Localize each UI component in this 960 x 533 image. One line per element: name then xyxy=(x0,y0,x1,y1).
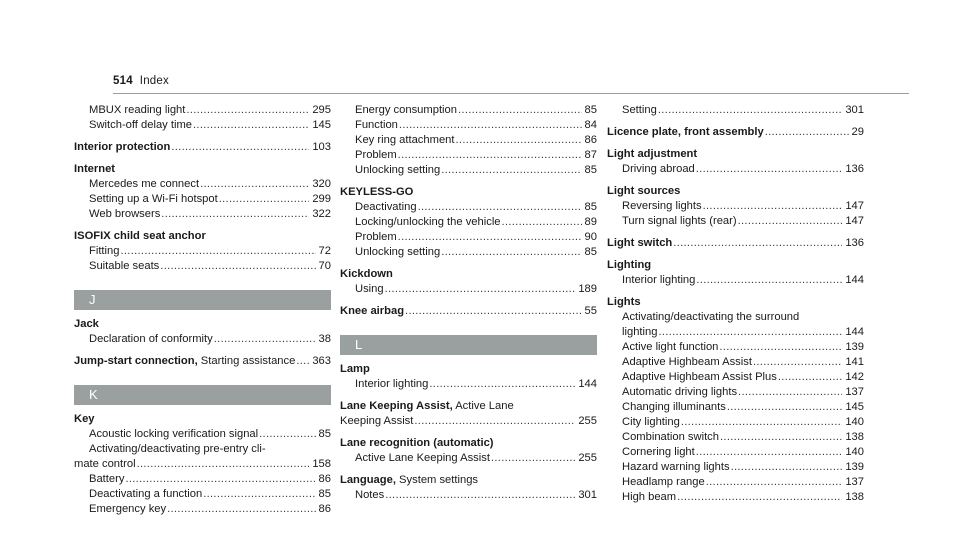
index-entry[interactable]: Keeping Assist ..... 255 xyxy=(340,414,597,429)
index-entry[interactable]: Declaration of conformity ..... 38 xyxy=(74,332,331,347)
index-entry-text: Activating/deactivating the surround xyxy=(622,311,800,323)
index-entry-jump-start[interactable]: Jump-start connection, Starting assistance ..... 363 xyxy=(74,354,331,369)
index-heading-lights: Lights xyxy=(607,296,641,308)
index-heading-key: Key xyxy=(74,413,95,425)
index-entry[interactable]: lighting ..... 144 xyxy=(607,325,864,340)
index-heading-language: Language, System settings xyxy=(340,474,479,486)
index-heading-isofix: ISOFIX child seat anchor xyxy=(74,230,206,242)
index-entry[interactable]: Hazard warning lights ..... 139 xyxy=(607,460,864,475)
header-rule xyxy=(113,93,909,94)
index-entry[interactable]: Using ..... 189 xyxy=(340,282,597,297)
index-entry[interactable]: Web browsers ..... 322 xyxy=(74,207,331,222)
index-heading-kickdown: Kickdown xyxy=(340,268,393,280)
index-entry[interactable]: Emergency key ..... 86 xyxy=(74,502,331,517)
index-heading-internet: Internet xyxy=(74,163,116,175)
index-heading-keyless-go: KEYLESS-GO xyxy=(340,186,414,198)
index-heading-lane-keeping-assist: Lane Keeping Assist, Active Lane xyxy=(340,400,514,412)
index-heading-lane-recognition: Lane recognition (automatic) xyxy=(340,437,494,449)
index-column-3 xyxy=(607,103,864,505)
index-entry[interactable]: Driving abroad ..... 136 xyxy=(607,162,864,177)
index-entry[interactable]: Automatic driving lights ..... 137 xyxy=(607,385,864,400)
index-entry[interactable]: MBUX reading light ..... 295 xyxy=(74,103,331,118)
index-entry[interactable]: Switch-off delay time ..... 145 xyxy=(74,118,331,133)
index-entry[interactable]: Locking/unlocking the vehicle ..... 89 xyxy=(340,215,597,230)
index-entry[interactable]: Active light function ..... 139 xyxy=(607,340,864,355)
index-heading-jack: Jack xyxy=(74,318,99,330)
index-entry-knee-airbag[interactable]: Knee airbag ..... 55 xyxy=(340,304,597,319)
index-heading-light-sources: Light sources xyxy=(607,185,681,197)
index-entry[interactable]: Fitting ..... 72 xyxy=(74,244,331,259)
index-entry[interactable]: Interior lighting ..... 144 xyxy=(340,377,597,392)
section-title: Index xyxy=(139,75,169,87)
index-entry[interactable]: Unlocking setting ..... 85 xyxy=(340,163,597,178)
index-column-2 xyxy=(340,103,597,503)
letter-divider-j: J xyxy=(74,290,331,310)
index-entry[interactable]: Mercedes me connect ..... 320 xyxy=(74,177,331,192)
index-column-1 xyxy=(74,103,331,517)
index-entry-light-switch[interactable]: Light switch ..... 136 xyxy=(607,236,864,251)
index-entry[interactable]: Reversing lights ..... 147 xyxy=(607,199,864,214)
index-entry[interactable]: City lighting ..... 140 xyxy=(607,415,864,430)
index-entry[interactable]: mate control ..... 158 xyxy=(74,457,331,472)
letter-divider-l: L xyxy=(340,335,597,355)
index-heading-lighting: Lighting xyxy=(607,259,652,271)
index-entry[interactable]: Active Lane Keeping Assist ..... 255 xyxy=(340,451,597,466)
index-entry-licence-plate[interactable]: Licence plate, front assembly ..... 29 xyxy=(607,125,864,140)
index-entry-interior-protection[interactable]: Interior protection ..... 103 xyxy=(74,140,331,155)
index-entry[interactable]: High beam ..... 138 xyxy=(607,490,864,505)
index-entry[interactable]: Setting ..... 301 xyxy=(607,103,864,118)
index-entry[interactable]: Adaptive Highbeam Assist Plus ..... 142 xyxy=(607,370,864,385)
index-heading-lamp: Lamp xyxy=(340,363,370,375)
index-entry-text: Activating/deactivating pre-entry cli- xyxy=(89,443,266,455)
index-entry[interactable]: Problem ..... 90 xyxy=(340,230,597,245)
index-entry[interactable]: Changing illuminants ..... 145 xyxy=(607,400,864,415)
page-number: 514 xyxy=(113,75,133,87)
index-entry[interactable]: Combination switch ..... 138 xyxy=(607,430,864,445)
index-entry[interactable]: Problem ..... 87 xyxy=(340,148,597,163)
index-entry[interactable]: Function ..... 84 xyxy=(340,118,597,133)
index-entry[interactable]: Battery ..... 86 xyxy=(74,472,331,487)
index-entry[interactable]: Suitable seats ..... 70 xyxy=(74,259,331,274)
page-header xyxy=(113,75,169,87)
index-entry[interactable]: Deactivating a function ..... 85 xyxy=(74,487,331,502)
index-entry[interactable]: Energy consumption ..... 85 xyxy=(340,103,597,118)
index-entry[interactable]: Headlamp range ..... 137 xyxy=(607,475,864,490)
index-entry[interactable]: Interior lighting ..... 144 xyxy=(607,273,864,288)
index-entry[interactable]: Adaptive Highbeam Assist ..... 141 xyxy=(607,355,864,370)
index-entry[interactable]: Deactivating ..... 85 xyxy=(340,200,597,215)
index-heading-light-adjustment: Light adjustment xyxy=(607,148,698,160)
index-entry[interactable]: Key ring attachment ..... 86 xyxy=(340,133,597,148)
index-entry[interactable]: Cornering light ..... 140 xyxy=(607,445,864,460)
index-entry[interactable]: Setting up a Wi-Fi hotspot ..... 299 xyxy=(74,192,331,207)
letter-divider-k: K xyxy=(74,385,331,405)
index-entry[interactable]: Acoustic locking verification signal ..... 85 xyxy=(74,427,331,442)
index-entry[interactable]: Notes ..... 301 xyxy=(340,488,597,503)
index-entry[interactable]: Unlocking setting ..... 85 xyxy=(340,245,597,260)
index-entry[interactable]: Turn signal lights (rear) ..... 147 xyxy=(607,214,864,229)
